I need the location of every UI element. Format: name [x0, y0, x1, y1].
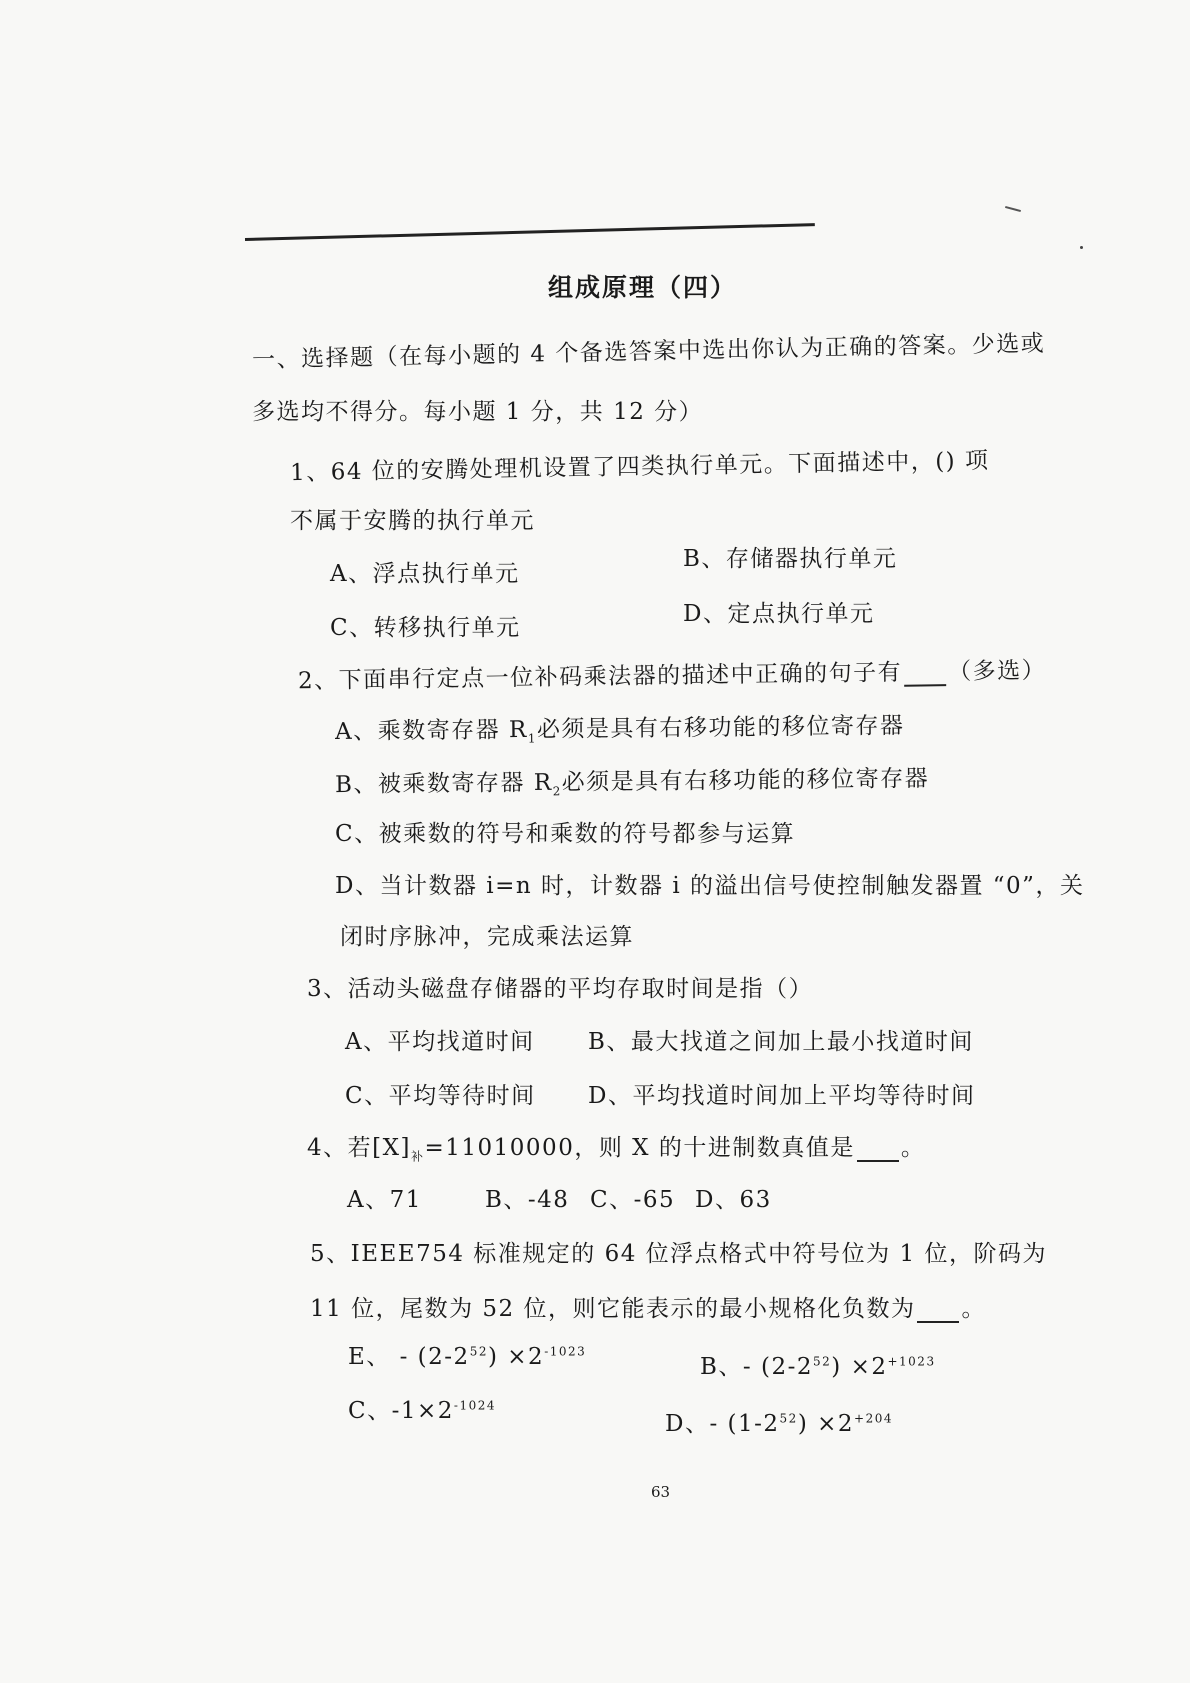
q2-option-d-line1: D、当计数器 i=n 时，计数器 i 的溢出信号使控制触发器置 “0”，关	[335, 873, 1085, 899]
q2-option-a: A、乘数寄存器 $R_1$必须是具有右移功能的移位寄存器	[334, 713, 905, 746]
q3-option-b: B、最大找道之间加上最小找道时间	[588, 1029, 974, 1055]
q5-stem-line1: 5、IEEE754 标准规定的 64 位浮点格式中符号位为 1 位，阶码为	[310, 1241, 1047, 1267]
q1-stem-line1: 1、64 位的安腾处理机设置了四类执行单元。下面描述中，() 项	[289, 447, 990, 487]
answer-blank	[917, 1303, 959, 1323]
q2-option-c: C、被乘数的符号和乘数的符号都参与运算	[335, 821, 796, 847]
q4-stem: 4、若$[X]_补=11010000$，则 X 的十进制数真值是 。	[307, 1135, 926, 1164]
q4-option-a: A、71	[347, 1187, 422, 1213]
q2-option-d-line2: 闭时序脉冲，完成乘法运算	[340, 924, 634, 950]
q2-stem-text: 2、下面串行定点一位补码乘法器的描述中正确的句子有	[297, 659, 903, 695]
header-rule	[245, 223, 815, 241]
q3-stem: 3、活动头磁盘存储器的平均存取时间是指（）	[307, 976, 814, 1002]
q4-option-b: B、-48	[485, 1187, 570, 1213]
q5-stem-line2: 11 位，尾数为 52 位，则它能表示的最小规格化负数为 。	[310, 1296, 986, 1322]
q5-option-e: E、 - $(2-2^{52}) \times 2^{-1023}$	[348, 1344, 587, 1370]
page-number: 63	[651, 1483, 671, 1501]
q2-stem	[298, 652, 1047, 695]
page-title: 组成原理（四）	[548, 273, 738, 302]
q1-stem-line2: 不属于安腾的执行单元	[290, 508, 535, 534]
q4-option-d: D、63	[695, 1187, 772, 1213]
answer-blank	[904, 666, 946, 687]
corner-mark	[1005, 206, 1021, 212]
q5-option-c: C、$-1\times 2^{-1024}$	[348, 1398, 497, 1424]
q5-option-d: D、- $(1-2^{52}) \times 2^{+204}$	[665, 1411, 893, 1437]
q4-option-c: C、-65	[590, 1187, 676, 1213]
q1-option-c: C、转移执行单元	[330, 615, 521, 641]
q2-option-b: B、被乘数寄存器 $R_2$必须是具有右移功能的移位寄存器	[334, 765, 930, 799]
q1-option-d: D、定点执行单元	[683, 601, 875, 627]
q3-option-c: C、平均等待时间	[345, 1083, 536, 1109]
section-heading-line2: 多选均不得分。每小题 1 分，共 12 分）	[252, 399, 704, 425]
q1-option-a: A、浮点执行单元	[330, 561, 520, 587]
q5-option-b: B、- $(2-2^{52}) \times 2^{+1023}$	[700, 1354, 936, 1380]
q3-option-d: D、平均找道时间加上平均等待时间	[588, 1083, 976, 1109]
stray-dot	[1080, 246, 1083, 249]
answer-blank	[857, 1142, 899, 1162]
q2-stem-note: （多选）	[947, 657, 1047, 686]
q3-option-a: A、平均找道时间	[345, 1029, 535, 1055]
q1-option-b: B、存储器执行单元	[683, 546, 898, 572]
section-heading-line1: 一、选择题（在每小题的 4 个备选答案中选出你认为正确的答案。少选或	[251, 330, 1046, 374]
